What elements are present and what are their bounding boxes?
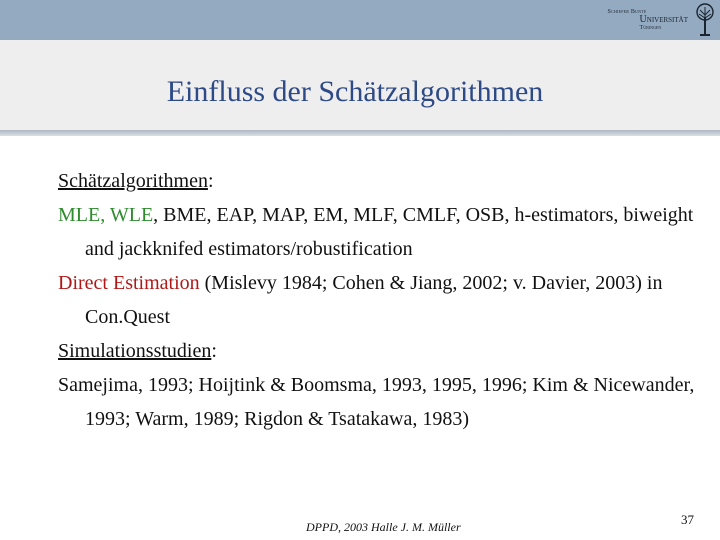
heading-algorithms-colon: : — [207, 170, 214, 192]
logo-line-1: Schiefer Bunte — [607, 9, 647, 15]
slide-content — [58, 164, 708, 436]
direct-estimation-highlight: Direct Estimation — [58, 272, 200, 294]
heading-simulations-text: Simulationsstudien — [58, 340, 212, 362]
logo-line-3: Tübingen — [639, 25, 662, 31]
footer-credit: DPPD, 2003 Halle J. M. Müller — [306, 520, 461, 534]
direct-estimation-rest: (Mislevy 1984; Cohen & Jiang, 2002; v. Davier, 2003) in Con.Quest — [85, 272, 663, 328]
page-number: 37 — [681, 512, 694, 527]
logo-text — [608, 9, 688, 31]
heading-algorithms — [58, 164, 708, 198]
heading-algorithms-text: Schätzalgorithmen — [58, 170, 208, 192]
header-bar — [0, 0, 720, 40]
estimators-rest: , BME, EAP, MAP, EM, MLF, CMLF, OSB, h-estimators, biweight and jackknifed estimators/robustification — [85, 204, 694, 260]
title-divider — [0, 130, 720, 136]
estimators-highlight: MLE, WLE — [58, 204, 154, 226]
studies-list: Samejima, 1993; Hoijtink & Boomsma, 1993, 1995, 1996; Kim & Nicewander, 1993; Warm, 1989; Rigdon & Tsatakawa, 1983) — [58, 374, 695, 430]
slide-title: Einfluss der Schätzalgorithmen — [166, 75, 544, 108]
direct-estimation — [58, 266, 708, 334]
university-logo — [596, 2, 716, 38]
heading-simulations-colon: : — [211, 340, 217, 362]
estimators-list — [58, 198, 708, 266]
heading-simulations — [58, 334, 708, 368]
logo-line-2: Universität — [639, 14, 688, 25]
tree-icon — [694, 3, 716, 37]
